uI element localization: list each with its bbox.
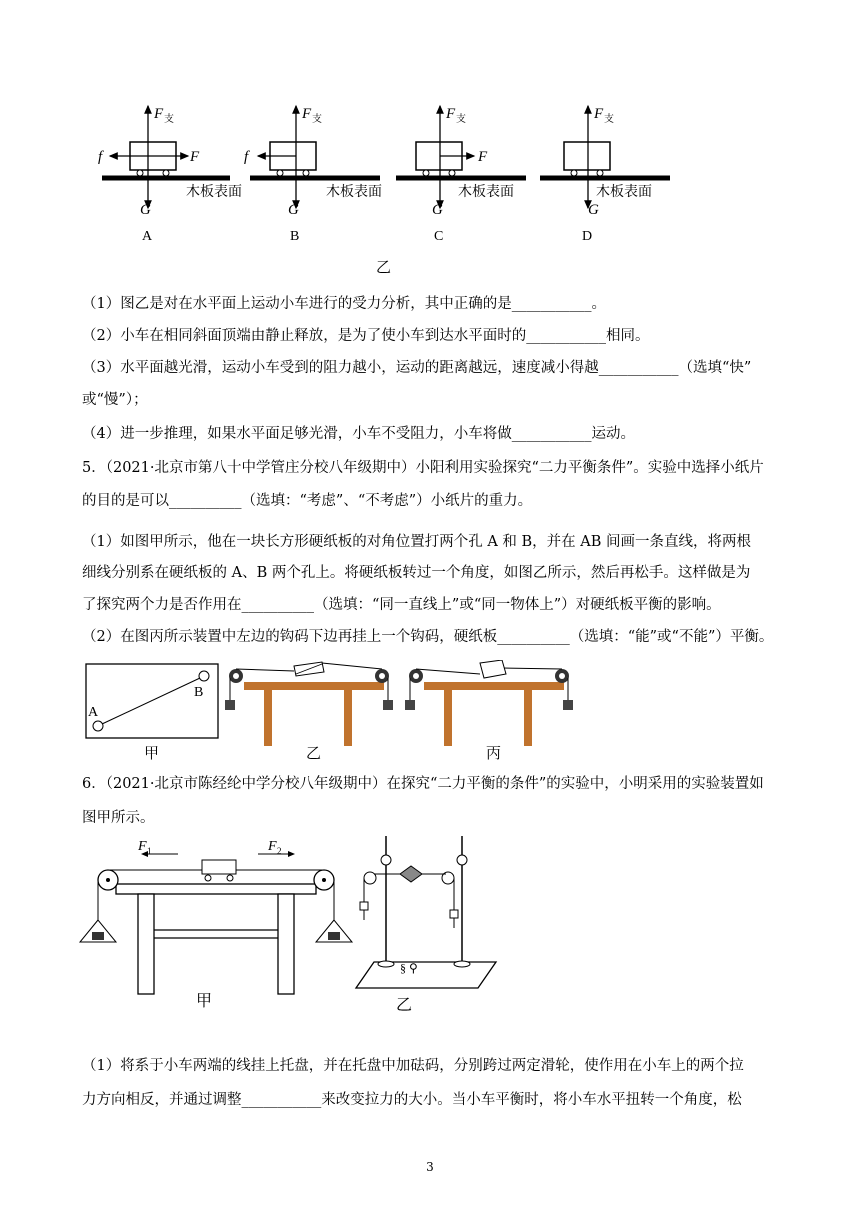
svg-text:F: F [302, 106, 312, 122]
svg-text:2: 2 [277, 846, 282, 856]
q5-line-6: （2）在图丙所示装置中左边的钩码下边再挂上一个钩码，硬纸板__________（选填：“能”或“不能”）平衡。 [82, 629, 774, 645]
q5-line-1: 5．（2021·北京市第八十中学管庄分校八年级期中）小阳利用实验探究“二力平衡条件”。实验中选择小纸片 [82, 460, 764, 476]
svg-text:F: F [190, 149, 200, 165]
table-setup-yi [225, 662, 393, 762]
q5-line-2: 的目的是可以__________（选填：“考虑”、“不考虑”）小纸片的重力。 [82, 493, 533, 509]
label-d: D [582, 229, 593, 244]
svg-text:木板表面: 木板表面 [326, 184, 382, 200]
svg-text:F: F [138, 839, 147, 854]
q4-line-4: 或“慢”）； [82, 392, 148, 408]
svg-text:G: G [432, 202, 443, 218]
svg-text:F: F [594, 106, 604, 122]
svg-text:甲: 甲 [144, 744, 160, 762]
diagram-d [540, 106, 670, 244]
svg-text:f: f [244, 149, 249, 165]
q6-line-4: 力方向相反，并通过调整___________来改变拉力的大小。当小车平衡时，将小车水平扭转一个角度，松 [82, 1092, 742, 1108]
svg-text:F: F [478, 149, 488, 165]
svg-text:支: 支 [312, 114, 322, 125]
svg-text:乙: 乙 [396, 995, 413, 1014]
q6-line-2: 图甲所示。 [82, 810, 155, 826]
svg-text:木板表面: 木板表面 [596, 184, 652, 200]
page-number: 3 [426, 1160, 434, 1174]
svg-text:F: F [268, 839, 277, 854]
q5-line-4: 细线分别系在硬纸板的 A、B 两个孔上。将硬纸板转过一个角度，如图乙所示，然后再松手。这样做是为 [82, 565, 751, 581]
diagram-a [98, 106, 242, 244]
q4-line-5: （4）进一步推理，如果水平面足够光滑，小车不受阻力，小车将做___________运动。 [82, 426, 635, 442]
stand-pulley-setup [356, 836, 496, 1014]
label-a: A [142, 229, 153, 244]
svg-text:支: 支 [604, 114, 614, 125]
svg-text:f: f [98, 149, 103, 165]
q6-line-1: 6．（2021·北京市陈经纶中学分校八年级期中）在探究“二力平衡的条件”的实验中，小明采用的实验装置如 [82, 776, 764, 792]
cardboard-diagram [86, 664, 218, 762]
q4-line-3: （3）水平面越光滑，运动小车受到的阻力越小，运动的距离越远，速度减小得越___________（选填“快” [82, 360, 752, 376]
svg-text:A: A [88, 705, 99, 720]
svg-text:木板表面: 木板表面 [186, 184, 242, 200]
svg-text:支: 支 [456, 114, 466, 125]
svg-text:B: B [194, 685, 204, 700]
q5-line-3: （1）如图甲所示，他在一块长方形硬纸板的对角位置打两个孔 A 和 B，并在 AB 间画一条直线，将两根 [82, 534, 752, 550]
svg-text:F: F [446, 106, 456, 122]
weights-icon: § ⚲ [400, 961, 418, 975]
svg-text:1: 1 [147, 846, 152, 856]
svg-text:G: G [140, 202, 151, 218]
force-diagram-figure [90, 96, 690, 276]
q5-figure [82, 660, 602, 770]
table-setup-bing [405, 660, 573, 762]
svg-text:木板表面: 木板表面 [458, 184, 514, 200]
q6-figure [78, 830, 508, 1020]
svg-text:丙: 丙 [486, 744, 502, 762]
label-b: B [290, 229, 300, 244]
q5-line-5: 了探究两个力是否作用在__________（选填：“同一直线上”或“同一物体上”）对硬纸板平衡的影响。 [82, 597, 721, 613]
cart-pulley-setup [80, 839, 352, 1010]
svg-text:支: 支 [164, 114, 174, 125]
q4-line-2: （2）小车在相同斜面顶端由静止释放，是为了使小车到达水平面时的___________相同。 [82, 328, 650, 344]
q6-line-3: （1）将系于小车两端的线挂上托盘，并在托盘中加砝码，分别跨过两定滑轮，使作用在小车上的两个拉 [82, 1058, 744, 1074]
svg-text:G: G [588, 202, 599, 218]
svg-text:甲: 甲 [196, 991, 213, 1010]
label-c: C [434, 229, 444, 244]
diagram-b [244, 106, 382, 244]
q4-line-1: （1）图乙是对在水平面上运动小车进行的受力分析，其中正确的是___________。 [82, 296, 606, 312]
svg-text:乙: 乙 [306, 744, 322, 762]
svg-text:G: G [288, 202, 299, 218]
svg-text:F: F [154, 106, 164, 122]
figure-caption-yi: 乙 [376, 258, 392, 276]
diagram-c [396, 106, 526, 244]
